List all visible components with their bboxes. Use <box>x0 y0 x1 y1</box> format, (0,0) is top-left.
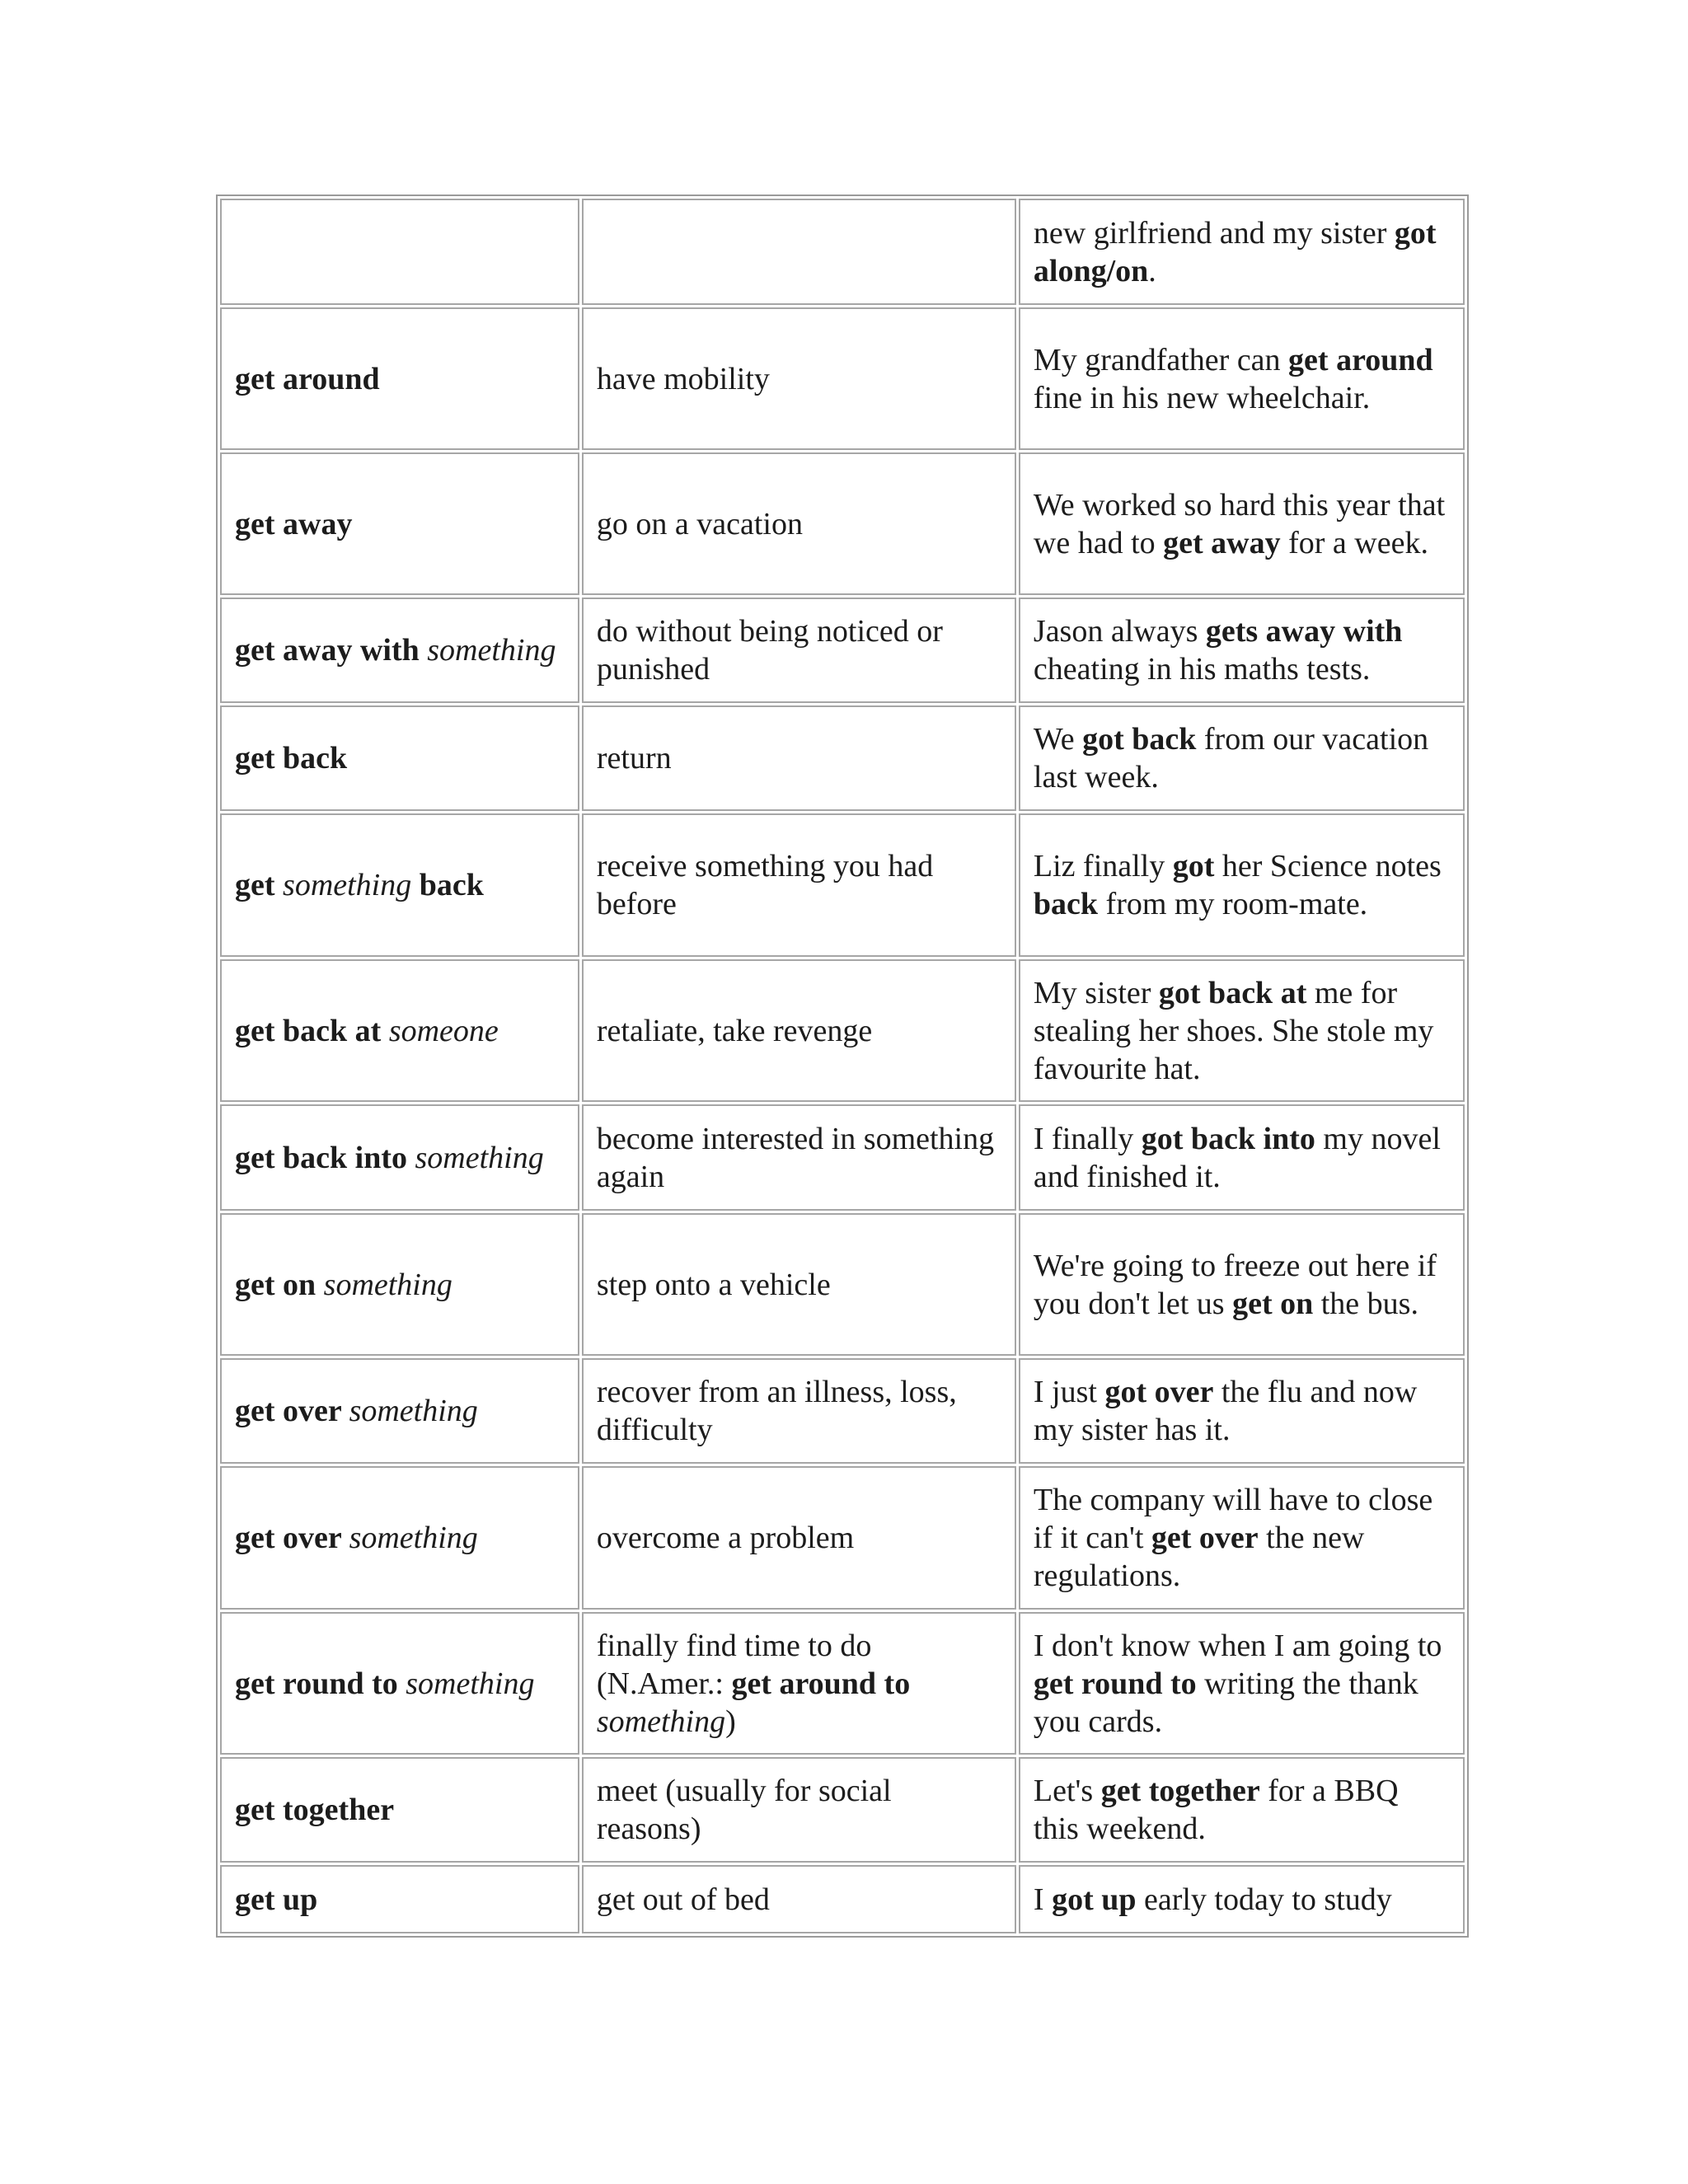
example-cell <box>1019 959 1465 1102</box>
bold-text: got <box>1172 849 1215 883</box>
bold-text: get up <box>235 1882 318 1917</box>
bold-text: got back at <box>1158 975 1307 1010</box>
meaning-cell <box>582 1104 1016 1211</box>
text-segment: me for stealing her shoes. She stole my favourite hat. <box>1033 975 1434 1086</box>
text-segment: from my room-mate. <box>1098 887 1368 921</box>
table-row <box>220 1104 1465 1211</box>
text-segment: receive something you had before <box>596 849 934 921</box>
text-segment: My grandfather can <box>1033 342 1289 377</box>
text-segment: My sister <box>1033 975 1159 1010</box>
bold-text: get over <box>235 1394 349 1428</box>
table-row <box>220 452 1465 595</box>
meaning-cell <box>582 1213 1016 1356</box>
table-row <box>220 959 1465 1102</box>
text-segment: I just <box>1033 1375 1105 1409</box>
text-segment: the flu and now my sister has it. <box>1033 1375 1418 1447</box>
table-row <box>220 705 1465 811</box>
table-row <box>220 1757 1465 1863</box>
example-cell <box>1019 813 1465 957</box>
meaning-cell <box>582 452 1016 595</box>
text-segment: We worked so hard this year that we had to <box>1033 487 1446 560</box>
table-row <box>220 1466 1465 1610</box>
bold-text: get on <box>1232 1286 1314 1321</box>
italic-text: something <box>415 1140 544 1175</box>
text-segment: ) <box>725 1704 736 1739</box>
phrasal-verb-cell <box>220 1466 579 1610</box>
bold-text: gets away with <box>1205 614 1403 649</box>
phrasal-verb-cell <box>220 1757 579 1863</box>
bold-text: got back <box>1082 722 1197 757</box>
table-row <box>220 813 1465 957</box>
meaning-cell <box>582 959 1016 1102</box>
phrasal-verb-cell <box>220 1612 579 1755</box>
text-segment: . <box>1148 253 1156 288</box>
phrasal-verb-cell <box>220 598 579 703</box>
text-segment: The company will have to close if it can't <box>1033 1483 1433 1555</box>
bold-text: get on <box>235 1267 324 1302</box>
example-cell <box>1019 307 1465 450</box>
text-segment: fine in his new wheelchair. <box>1033 380 1371 415</box>
italic-text: something <box>406 1666 535 1701</box>
text-segment: cheating in his maths tests. <box>1033 652 1371 687</box>
bold-text: got over <box>1104 1375 1214 1409</box>
example-cell <box>1019 598 1465 703</box>
phrasal-verb-cell <box>220 199 579 305</box>
example-cell <box>1019 1104 1465 1211</box>
text-segment: do without being noticed or punished <box>596 614 943 687</box>
italic-text: something <box>427 633 556 668</box>
example-cell <box>1019 1213 1465 1356</box>
table-row <box>220 1612 1465 1755</box>
italic-text: something <box>283 868 412 902</box>
text-segment: the new regulations. <box>1033 1521 1365 1593</box>
bold-text: get back into <box>235 1140 415 1175</box>
bold-text: back <box>1033 887 1099 921</box>
text-segment: new girlfriend and my sister <box>1033 215 1395 251</box>
bold-text: back <box>411 868 484 902</box>
meaning-cell <box>582 1757 1016 1863</box>
text-segment: my novel and finished it. <box>1033 1121 1441 1194</box>
text-segment: finally find time to do (N.Amer.: <box>596 1628 872 1701</box>
text-segment: for a BBQ this weekend. <box>1033 1774 1399 1846</box>
text-segment: from our vacation last week. <box>1033 722 1429 794</box>
text-segment: I <box>1033 1882 1053 1917</box>
bold-text: get over <box>1151 1521 1259 1555</box>
bold-text: get back <box>235 741 348 776</box>
text-segment: I finally <box>1033 1121 1142 1156</box>
bold-text: got along/on <box>1033 215 1437 288</box>
text-segment: Let's <box>1033 1774 1101 1808</box>
bold-text: get away with <box>235 633 428 668</box>
table-row <box>220 307 1465 450</box>
bold-text: get round to <box>235 1666 406 1701</box>
example-cell <box>1019 1757 1465 1863</box>
example-cell <box>1019 1865 1465 1933</box>
example-cell <box>1019 1358 1465 1464</box>
bold-text: get over <box>235 1521 349 1555</box>
phrasal-verb-cell <box>220 1104 579 1211</box>
text-segment: overcome a problem <box>596 1521 855 1555</box>
italic-text: something <box>596 1704 726 1739</box>
italic-text: something <box>349 1521 478 1555</box>
italic-text: something <box>323 1267 452 1302</box>
text-segment: meet (usually for social reasons) <box>596 1774 892 1846</box>
text-segment: recover from an illness, loss, difficulty <box>596 1375 957 1447</box>
text-segment: We <box>1033 722 1083 757</box>
meaning-cell <box>582 705 1016 811</box>
example-cell <box>1019 199 1465 305</box>
bold-text: get <box>235 868 284 902</box>
table-row <box>220 598 1465 703</box>
phrasal-verb-cell <box>220 307 579 450</box>
text-segment: the bus. <box>1313 1286 1418 1321</box>
table-row <box>220 1358 1465 1464</box>
text-segment: for a week. <box>1280 525 1428 560</box>
text-segment: return <box>596 741 672 776</box>
example-cell <box>1019 705 1465 811</box>
phrasal-verb-cell <box>220 705 579 811</box>
bold-text: get around <box>1288 342 1433 377</box>
text-segment: step onto a vehicle <box>596 1267 831 1302</box>
text-segment: go on a vacation <box>596 506 803 541</box>
example-cell <box>1019 1466 1465 1610</box>
meaning-cell <box>582 199 1016 305</box>
bold-text: got back into <box>1141 1121 1315 1156</box>
meaning-cell <box>582 598 1016 703</box>
phrasal-verb-cell <box>220 1865 579 1933</box>
phrasal-verb-cell <box>220 1358 579 1464</box>
table-row <box>220 1213 1465 1356</box>
italic-text: someone <box>388 1013 499 1048</box>
text-segment: We're going to freeze out here if you don't let us <box>1033 1248 1437 1321</box>
table-row <box>220 1865 1465 1933</box>
bold-text: get away <box>1163 525 1281 560</box>
text-segment: Jason always <box>1033 614 1206 649</box>
bold-text: get back at <box>235 1013 389 1048</box>
phrasal-verb-cell <box>220 452 579 595</box>
bold-text: get away <box>235 506 353 541</box>
bold-text: get together <box>235 1793 395 1827</box>
text-segment: writing the thank you cards. <box>1033 1666 1418 1739</box>
meaning-cell <box>582 1612 1016 1755</box>
meaning-cell <box>582 813 1016 957</box>
meaning-cell <box>582 307 1016 450</box>
bold-text: get together <box>1100 1774 1260 1808</box>
table-body <box>220 199 1465 1933</box>
phrasal-verb-cell <box>220 959 579 1102</box>
text-segment: her Science notes <box>1214 849 1442 883</box>
meaning-cell <box>582 1466 1016 1610</box>
text-segment: early today to study <box>1136 1882 1392 1917</box>
bold-text: get round to <box>1033 1666 1197 1701</box>
bold-text: got up <box>1052 1882 1137 1917</box>
table-row <box>220 199 1465 305</box>
meaning-cell <box>582 1358 1016 1464</box>
bold-text: get around to <box>731 1666 911 1701</box>
meaning-cell <box>582 1865 1016 1933</box>
example-cell <box>1019 452 1465 595</box>
text-segment: retaliate, take revenge <box>596 1013 873 1048</box>
phrasal-verb-table <box>216 194 1469 1938</box>
phrasal-verb-cell <box>220 1213 579 1356</box>
phrasal-verb-cell <box>220 813 579 957</box>
text-segment: get out of bed <box>596 1882 770 1917</box>
text-segment: Liz finally <box>1033 849 1173 883</box>
text-segment: I don't know when I am going to <box>1033 1628 1442 1663</box>
italic-text: something <box>349 1394 478 1428</box>
text-segment: have mobility <box>596 361 770 396</box>
text-segment: become interested in something again <box>596 1121 995 1194</box>
bold-text: get around <box>235 361 380 396</box>
example-cell <box>1019 1612 1465 1755</box>
